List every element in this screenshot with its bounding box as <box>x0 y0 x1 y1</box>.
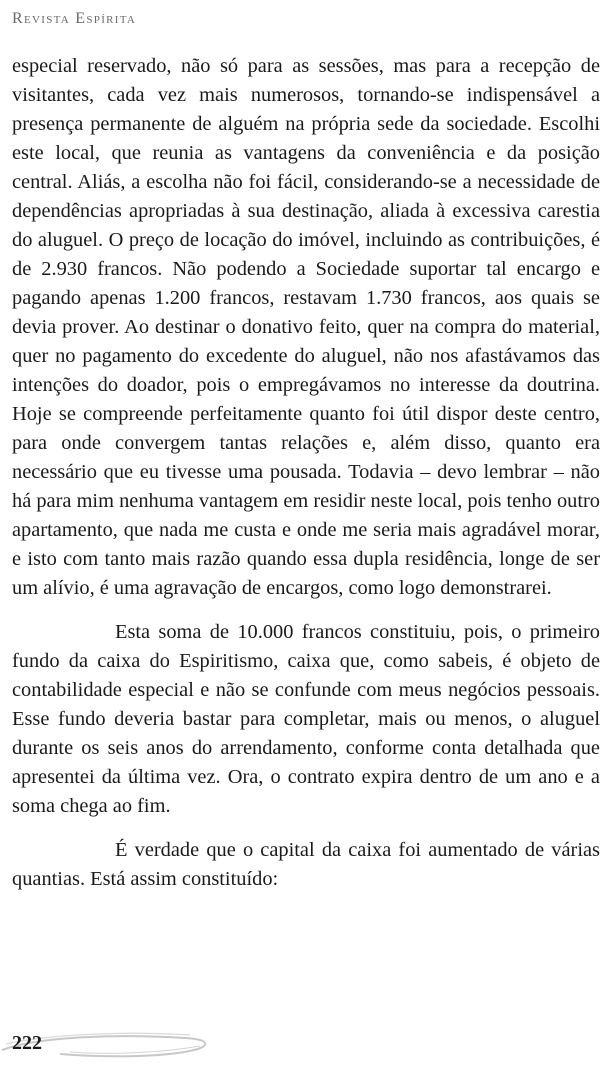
page-number: 222 <box>12 1032 42 1054</box>
body-text <box>12 52 600 894</box>
paragraph: É verdade que o capital da caixa foi aumentado de várias quantias. Está assim constituído: <box>12 839 600 890</box>
paragraph: Esta soma de 10.000 francos constituiu, pois, o primeiro fundo da caixa do Espiritismo, caixa que, como sabeis, é objeto de contabilidade especial e não se confunde com meus negócios pessoais. Esse fundo deveria bastar para completar, mais ou menos, o aluguel durante os seis anos do arrendamento, conforme conta detalhada que apresentei da última vez. Ora, o contrato expira dentro de um ano e a soma chega ao fim. <box>12 621 600 817</box>
running-header: Revista Espírita <box>12 10 137 27</box>
paragraph: especial reservado, não só para as sessões, mas para a recepção de visitantes, cada vez mais numerosos, tornando-se indispensável a presença permanente de alguém na própria sede da sociedade. Escolhi este local, que reunia as vantagens da conveniência e da posição central. Aliás, a escolha não foi fácil, considerando-se a necessidade de dependências apropriadas à sua destinação, aliada à excessiva carestia do aluguel. O preço de locação do imóvel, incluindo as contribuições, é de 2.930 francos. Não podendo a Sociedade suportar tal encargo e pagando apenas 1.200 francos, restavam 1.730 francos, aos quais se devia prover. Ao destinar o donativo feito, quer na compra do material, quer no pagamento do excedente do aluguel, não nos afastávamos das intenções do doador, pois o empregávamos no interesse da doutrina. Hoje se compreende perfeitamente quanto foi útil dispor deste centro, para onde convergem tantas relações e, além disso, quanto era necessário que eu tivesse uma pousada. Todavia – devo lembrar – não há para mim nenhuma vantagem em residir neste local, pois tenho outro apartamento, que nada me custa e onde me seria mais agradável morar, e isto com tanto mais razão quando essa dupla residência, longe de ser um alívio, é uma agravação de encargos, como logo demonstrarei. <box>12 55 600 599</box>
